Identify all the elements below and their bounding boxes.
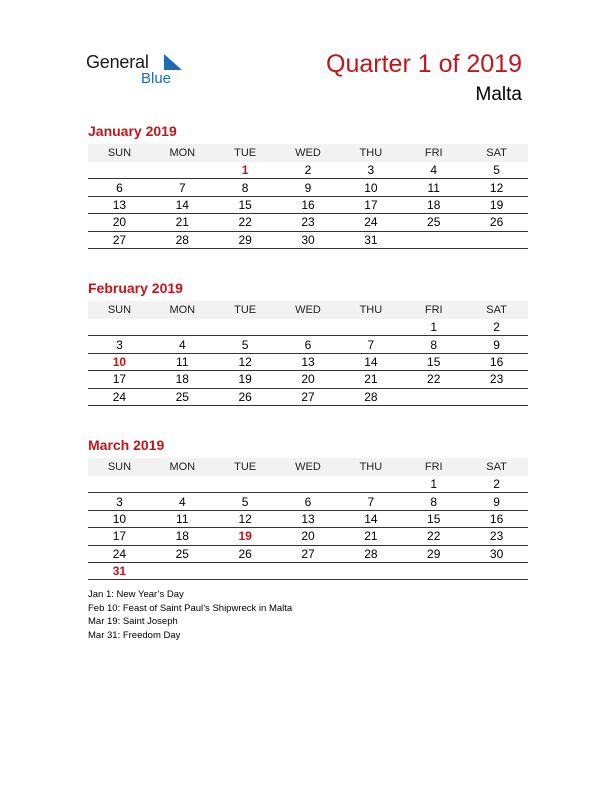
day-cell: 5 bbox=[241, 337, 249, 352]
weekday-label: SUN bbox=[107, 304, 132, 316]
day-cell: 22 bbox=[427, 529, 441, 544]
country-name: Malta bbox=[475, 84, 522, 105]
month-calendar-march bbox=[88, 436, 528, 580]
day-cell: 30 bbox=[301, 232, 315, 247]
day-cell: 24 bbox=[112, 389, 127, 404]
day-cell: 3 bbox=[367, 163, 375, 178]
weekday-label: MON bbox=[169, 304, 196, 316]
week-row bbox=[88, 511, 528, 528]
day-cell: 28 bbox=[175, 232, 189, 247]
holiday-note: Jan 1: New Year’s Day bbox=[88, 589, 184, 600]
month-title: March 2019 bbox=[88, 437, 165, 453]
day-cell: 18 bbox=[427, 197, 441, 212]
weekday-label: SAT bbox=[486, 147, 507, 159]
day-cell: 8 bbox=[430, 494, 438, 509]
day-cell: 20 bbox=[301, 529, 315, 544]
weekday-label: TUE bbox=[234, 304, 257, 316]
week-row bbox=[88, 546, 528, 563]
holiday-note: Mar 31: Freedom Day bbox=[88, 629, 181, 641]
day-cell: 28 bbox=[364, 389, 378, 404]
week-row bbox=[88, 389, 528, 406]
month-calendar-february bbox=[88, 279, 528, 406]
day-cell: 16 bbox=[301, 197, 315, 212]
day-cell: 29 bbox=[427, 546, 441, 561]
day-cell: 10 bbox=[112, 354, 127, 369]
day-cell: 17 bbox=[364, 197, 378, 212]
weekday-label: MON bbox=[169, 147, 196, 159]
weekday-label: SAT bbox=[486, 461, 507, 473]
holiday-notes bbox=[88, 588, 292, 642]
day-cell: 15 bbox=[238, 197, 252, 212]
day-cell: 3 bbox=[116, 337, 123, 352]
day-cell: 2 bbox=[493, 477, 500, 492]
day-cell: 27 bbox=[112, 232, 127, 247]
day-cell: 6 bbox=[304, 337, 312, 352]
day-cell: 9 bbox=[493, 494, 500, 509]
week-row bbox=[88, 197, 528, 214]
day-cell: 1 bbox=[430, 477, 438, 492]
month-title: January 2019 bbox=[88, 123, 177, 139]
day-cell: 9 bbox=[493, 337, 500, 352]
day-cell: 12 bbox=[489, 180, 504, 195]
weekday-label: FRI bbox=[424, 461, 443, 473]
day-cell: 23 bbox=[489, 529, 504, 544]
day-cell: 24 bbox=[364, 215, 378, 230]
holiday-note: Mar 19: Saint Joseph bbox=[88, 616, 178, 628]
logo-text-blue: Blue bbox=[141, 70, 172, 87]
day-cell: 2 bbox=[304, 163, 312, 178]
logo-triangle-icon bbox=[162, 54, 182, 70]
page-title: Quarter 1 of 2019 bbox=[326, 50, 522, 78]
weekday-header bbox=[88, 458, 528, 476]
day-cell: 8 bbox=[241, 180, 249, 195]
day-cell: 5 bbox=[493, 163, 500, 178]
day-cell: 12 bbox=[238, 511, 252, 526]
day-cell: 13 bbox=[112, 197, 127, 212]
day-cell: 23 bbox=[301, 215, 315, 230]
day-cell: 10 bbox=[364, 180, 378, 195]
weekday-label: WED bbox=[295, 461, 321, 473]
weekday-label: WED bbox=[295, 147, 321, 159]
day-cell: 22 bbox=[238, 215, 252, 230]
week-row bbox=[88, 162, 528, 179]
week-row bbox=[88, 336, 528, 353]
weekday-label: THU bbox=[359, 147, 383, 159]
day-cell: 7 bbox=[367, 337, 375, 352]
day-cell: 26 bbox=[238, 389, 252, 404]
week-row bbox=[88, 563, 528, 580]
day-cell: 16 bbox=[489, 354, 504, 369]
month-title: February 2019 bbox=[88, 280, 183, 296]
weekday-header bbox=[88, 301, 528, 319]
weekday-header bbox=[88, 144, 528, 162]
weekday-label: TUE bbox=[234, 461, 257, 473]
day-cell: 31 bbox=[112, 564, 127, 579]
day-cell: 28 bbox=[364, 546, 378, 561]
weekday-label: THU bbox=[359, 304, 383, 316]
day-cell: 2 bbox=[493, 320, 500, 335]
week-row bbox=[88, 493, 528, 510]
day-cell: 4 bbox=[178, 337, 186, 352]
weekday-label: WED bbox=[295, 304, 321, 316]
weekday-label: MON bbox=[169, 461, 196, 473]
day-cell: 20 bbox=[301, 372, 315, 387]
week-row bbox=[88, 371, 528, 388]
day-cell: 27 bbox=[301, 546, 315, 561]
day-cell: 14 bbox=[175, 197, 189, 212]
day-cell: 1 bbox=[430, 320, 438, 335]
day-cell: 14 bbox=[364, 511, 378, 526]
day-cell: 12 bbox=[238, 354, 252, 369]
day-cell: 11 bbox=[176, 511, 189, 526]
day-cell: 15 bbox=[427, 354, 441, 369]
day-cell: 18 bbox=[175, 529, 189, 544]
day-cell: 19 bbox=[238, 372, 252, 387]
day-cell: 17 bbox=[112, 372, 127, 387]
day-cell: 22 bbox=[427, 372, 441, 387]
day-cell: 6 bbox=[304, 494, 312, 509]
day-cell: 4 bbox=[430, 163, 438, 178]
week-row bbox=[88, 319, 528, 336]
day-cell: 4 bbox=[178, 494, 186, 509]
day-cell: 19 bbox=[489, 197, 504, 212]
day-cell: 20 bbox=[112, 215, 127, 230]
day-cell: 13 bbox=[301, 354, 315, 369]
week-row bbox=[88, 476, 528, 493]
day-cell: 1 bbox=[241, 163, 249, 178]
day-cell: 17 bbox=[112, 529, 127, 544]
day-cell: 13 bbox=[301, 511, 315, 526]
day-cell: 11 bbox=[176, 354, 189, 369]
week-row bbox=[88, 354, 528, 371]
day-cell: 29 bbox=[238, 232, 252, 247]
week-row bbox=[88, 179, 528, 196]
weekday-label: THU bbox=[359, 461, 383, 473]
holiday-note: Feb 10: Feast of Saint Paul’s Shipwreck in Malta bbox=[88, 602, 293, 614]
day-cell: 25 bbox=[175, 389, 189, 404]
day-cell: 27 bbox=[301, 389, 315, 404]
day-cell: 21 bbox=[364, 529, 378, 544]
day-cell: 3 bbox=[116, 494, 123, 509]
day-cell: 24 bbox=[112, 546, 127, 561]
day-cell: 31 bbox=[364, 232, 378, 247]
day-cell: 26 bbox=[238, 546, 252, 561]
day-cell: 5 bbox=[241, 494, 249, 509]
day-cell: 11 bbox=[427, 180, 440, 195]
week-row bbox=[88, 214, 528, 231]
weekday-label: SUN bbox=[107, 461, 132, 473]
weekday-label: FRI bbox=[424, 147, 443, 159]
day-cell: 18 bbox=[175, 372, 189, 387]
day-cell: 26 bbox=[489, 215, 504, 230]
day-cell: 14 bbox=[364, 354, 378, 369]
week-row bbox=[88, 232, 528, 249]
weekday-label: FRI bbox=[424, 304, 443, 316]
day-cell: 25 bbox=[175, 546, 189, 561]
brand-logo bbox=[86, 50, 196, 90]
day-cell: 21 bbox=[364, 372, 378, 387]
week-row bbox=[88, 528, 528, 545]
day-cell: 9 bbox=[304, 180, 312, 195]
day-cell: 15 bbox=[427, 511, 441, 526]
day-cell: 16 bbox=[489, 511, 504, 526]
day-cell: 25 bbox=[427, 215, 441, 230]
logo-text-general: General bbox=[86, 52, 149, 72]
day-cell: 10 bbox=[112, 511, 127, 526]
day-cell: 6 bbox=[116, 180, 123, 195]
day-cell: 21 bbox=[175, 215, 189, 230]
day-cell: 23 bbox=[489, 372, 504, 387]
day-cell: 30 bbox=[489, 546, 504, 561]
day-cell: 19 bbox=[238, 529, 252, 544]
weekday-label: TUE bbox=[234, 147, 257, 159]
day-cell: 7 bbox=[367, 494, 375, 509]
day-cell: 8 bbox=[430, 337, 438, 352]
weekday-label: SUN bbox=[107, 147, 132, 159]
day-cell: 7 bbox=[178, 180, 186, 195]
weekday-label: SAT bbox=[486, 304, 507, 316]
month-calendar-january bbox=[88, 122, 528, 249]
